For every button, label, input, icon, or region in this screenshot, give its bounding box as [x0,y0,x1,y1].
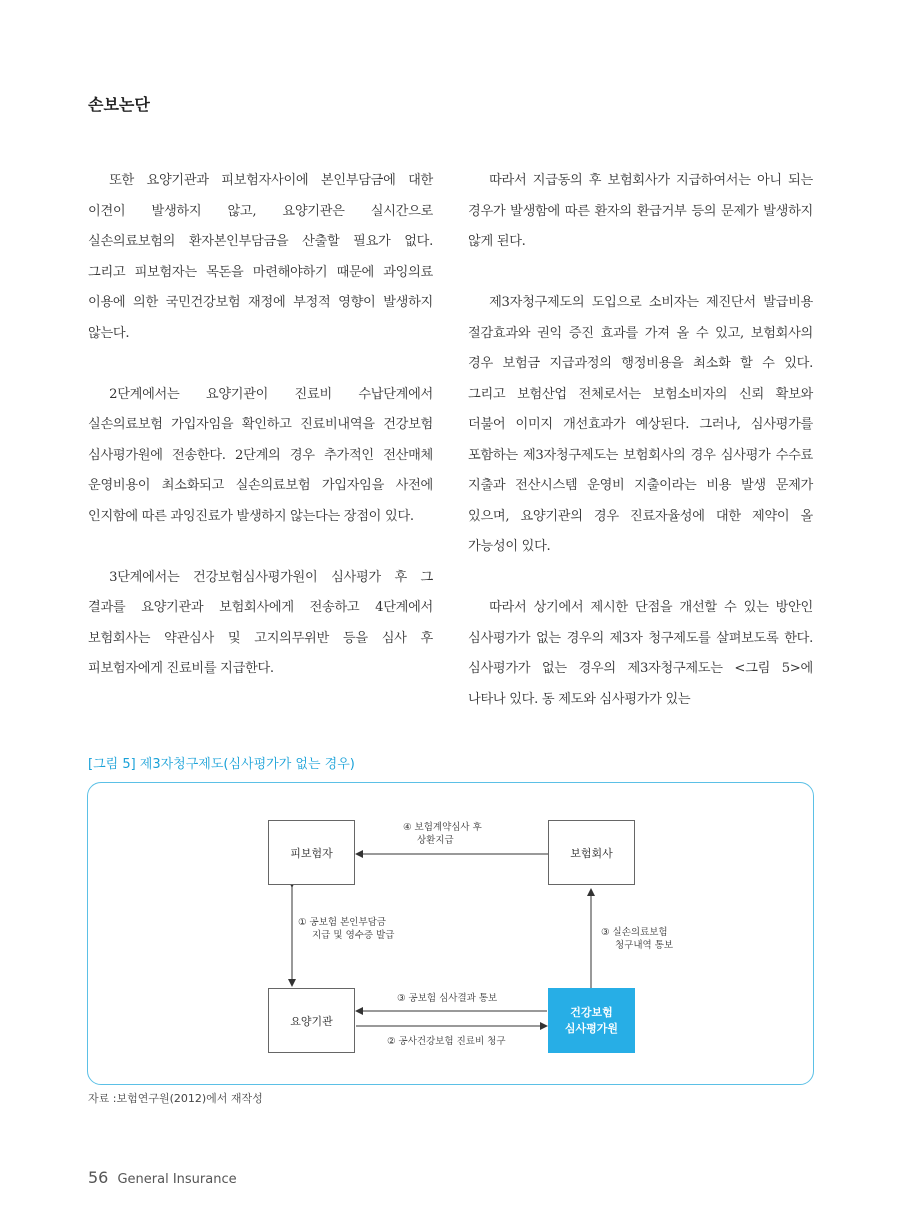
edge-label-3-right-line2: 청구내역 통보 [615,940,674,951]
node-insurer: 보험회사 [548,820,635,885]
edge-label-1-line2: 지급 및 영수증 발급 [312,930,395,941]
edge-label-4 [403,821,482,847]
edge-label-1 [298,916,394,942]
node-hira-line2: 심사평가원 [564,1021,619,1035]
paragraph: 따라서 상기에서 제시한 단점을 개선할 수 있는 방안인 심사평가가 없는 경우의 제3자 청구제도를 살펴보도록 한다. 심사평가가 없는 경우의 제3자청구제도는 <그림 5>에 나타나 있다. 동 제도와 심사평가가 있는 [468,600,813,707]
edge-label-3-right [601,926,673,952]
section-title: 손보논단 [88,95,150,114]
node-hira [548,988,635,1053]
node-hira-line1: 건강보험 [570,1005,613,1019]
node-provider: 요양기관 [268,988,355,1053]
figure-diagram [87,782,814,1085]
figure-caption: [그림 5] 제3자청구제도(심사평가가 없는 경우) [88,757,355,772]
edge-label-2: ② 공사건강보험 진료비 청구 [387,1036,506,1047]
page-number: 56 [88,1168,109,1187]
node-insured: 피보험자 [268,820,355,885]
paragraph: 또한 요양기관과 피보험자사이에 본인부담금에 대한 이견이 발생하지 않고, 요양기관은 실시간으로 실손의료보험의 환자본인부담금을 산출할 필요가 없다. 그리고 피보험자는 목돈을 마련해야하기 때문에 과잉의료 이용에 의한 국민건강보험 재정에 부정적 영향이 발생하지 않는다. [88,173,433,341]
right-column [468,166,813,746]
edge-label-4-line2: 상환지급 [417,835,454,846]
paragraph: 제3자청구제도의 도입으로 소비자는 제진단서 발급비용 절감효과와 권익 증진 효과를 가져 올 수 있고, 보험회사의 경우 보험금 지급과정의 행정비용을 최소화 할 수 있다. 그리고 보험산업 전체로서는 보험소비자의 신뢰 확보와 더불어 이미지 개선효과가 예상된다. 그러나, 심사평가를 포함하는 제3자청구제도는 보험회사의 경우 심사평가 수수료 지출과 전산시스템 운영비 지출이라는 비용 발생 문제가 있으며, 요양기관의 경우 진료자율성에 대한 제약이 올 가능성이 있다. [468,295,813,554]
paragraph: 따라서 지급동의 후 보험회사가 지급하여서는 아니 되는 경우가 발생함에 따른 환자의 환급거부 등의 문제가 발생하지 않게 된다. [468,173,813,249]
edge-label-3-bottom: ③ 공보험 심사결과 통보 [397,993,498,1004]
edge-label-3-right-line1: ③ 실손의료보험 [601,927,668,938]
paragraph: 2단계에서는 요양기관이 진료비 수납단계에서 실손의료보험 가입자임을 확인하고 진료비내역을 건강보험 심사평가원에 전송한다. 2단계의 경우 추가적인 전산매체 운영비용이 최소화되고 실손의료보험 가입자임을 사전에 인지함에 따른 과잉진료가 발생하지 않는다는 장점이 있다. [88,386,433,524]
edge-label-4-line1: ④ 보험계약심사 후 [403,822,482,833]
figure-source: 자료 :보험연구원(2012)에서 재작성 [88,1092,263,1105]
left-column [88,166,433,715]
magazine-name: General Insurance [117,1172,237,1187]
page-footer [88,1168,237,1187]
paragraph: 3단계에서는 건강보험심사평가원이 심사평가 후 그 결과를 요양기관과 보험회사에게 전송하고 4단계에서 보험회사는 약관심사 및 고지의무위반 등을 심사 후 피보험자에게 진료비를 지급한다. [88,569,433,676]
edge-label-1-line1: ① 공보험 본인부담금 [298,917,386,928]
